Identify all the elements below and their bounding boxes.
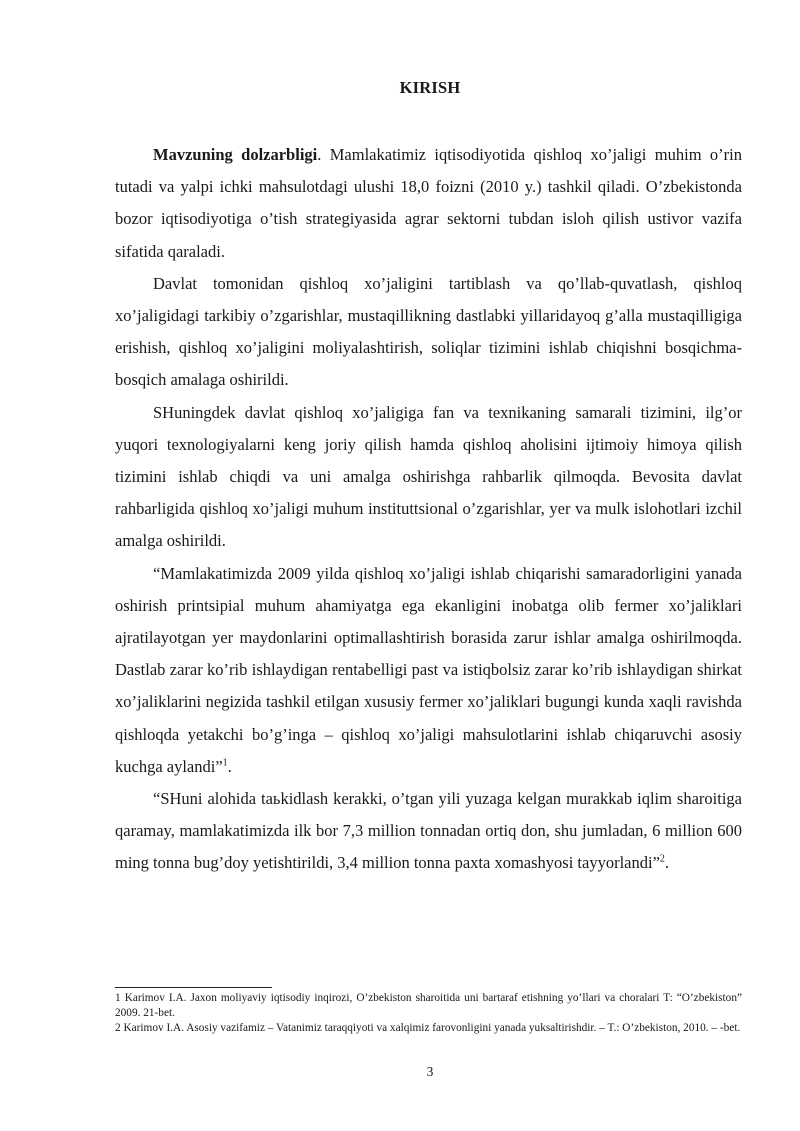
- quote-farms-tail: .: [227, 756, 232, 776]
- footnote-2: 2 Karimov I.A. Asosiy vazifamiz – Vatanimiz taraqqiyoti va xalqimiz farovonligini yanada yuksaltirishdir. – T.: O’zbekiston, 2010. – -bet.: [115, 1021, 741, 1034]
- footnote-1: 1 Karimov I.A. Jaxon moliyaviy iqtisodiy inqirozi, O’zbekiston sharoitida uni bartaraf etishning yo’llari va choralari T: “O’zbekiston” 2009. 21-bet.: [115, 992, 742, 1019]
- footnote-separator: [115, 987, 272, 988]
- quote-farms-text: “Mamlakatimizda 2009 yilda qishloq xo’jaligi ishlab chiqarishi samaradorligini yanada oshirish printsipial muhum ahamiyatga ega ekanligini inobatga olib fermer xo’jaliklari ajratilayotgan yer maydonlarini optimallashtirish borasida zarur ishlar amalga oshirilmoqda. Dastlab zarar ko’rib ishlaydigan rentabelligi past va istiqbolsiz zarar ko’rib ishlaydigan shirkat xo’jaliklarini negizida tashkil etilgan xususiy fermer xo’jaliklari bugungi kunda xaqli ravishda qishloqda yetakchi bo’g’inga – qishloq xo’jaligi mahsulotlarini ishlab chiqaruvchi asosiy kuchga aylandi”: [115, 563, 742, 776]
- relevance-heading: Mavzuning dolzarbligi: [153, 145, 318, 164]
- footnote-ref-2[interactable]: 2: [659, 853, 665, 865]
- paragraph-quote-harvest: [115, 783, 742, 880]
- quote-harvest-text: “SHuni alohida taьkidlash kerakki, o’tgan yili yuzaga kelgan murakkab iqlim sharoitiga qaramay, mamlakatimizda ilk bor 7,3 million tonnadan ortiq don, shu jumladan, 6 million 600 ming tonna bug’doy yetishtirildi, 3,4 million tonna paxta xomashyosi tayyorlandi”: [115, 789, 742, 873]
- quote-harvest-tail: .: [664, 853, 670, 873]
- body-text: [115, 139, 742, 880]
- paragraph-technology: SHuningdek davlat qishloq xo’jaligiga fan va texnikaning samarali tizimini, ilg’or yuqori texnologiyalarni keng joriy qilish hamda qishloq aholisini ijtimoiy himoya qilish tizimini ishlab chiqdi va uni amalga oshirishga rahbarlik qilmoqda. Bevosita davlat rahbarligida qishloq xo’jaligi muhum instituttsional o’zgarishlar, yer va mulk islohotlari izchil amalga oshirildi.: [115, 402, 742, 551]
- footnote-ref-1[interactable]: 1: [222, 757, 228, 769]
- paragraph-quote-farms: [115, 558, 742, 783]
- relevance-text: . Mamlakatimiz iqtisodiyotida qishloq xo’jaligi muhim o’rin tutadi va yalpi ichki mahsulotdagi ulushi 18,0 foizni (2010 y.) tashkil qiladi. O’zbekistonda bozor iqtisodiyotiga o’tish strategiyasida agrar sektorni tubdan isloh qilish ustivor vazifa sifatida qaraladi.: [115, 145, 742, 261]
- footnotes: [115, 991, 742, 1035]
- section-title: KIRISH: [399, 78, 461, 97]
- paragraph-state-support: Davlat tomonidan qishloq xo’jaligini tartiblash va qo’llab-quvatlash, qishloq xo’jaligidagi tarkibiy o’zgarishlar, mustaqillikning dastlabki yillaridayoq g’alla mustaqilligiga erishish, qishloq xo’jaligini moliyalashtirish, soliqlar tizimini ishlab chiqishni bosqichma-bosqich amalaga oshirildi.: [115, 273, 742, 390]
- page-number: 3: [426, 1064, 434, 1079]
- paragraph-relevance: [115, 139, 742, 268]
